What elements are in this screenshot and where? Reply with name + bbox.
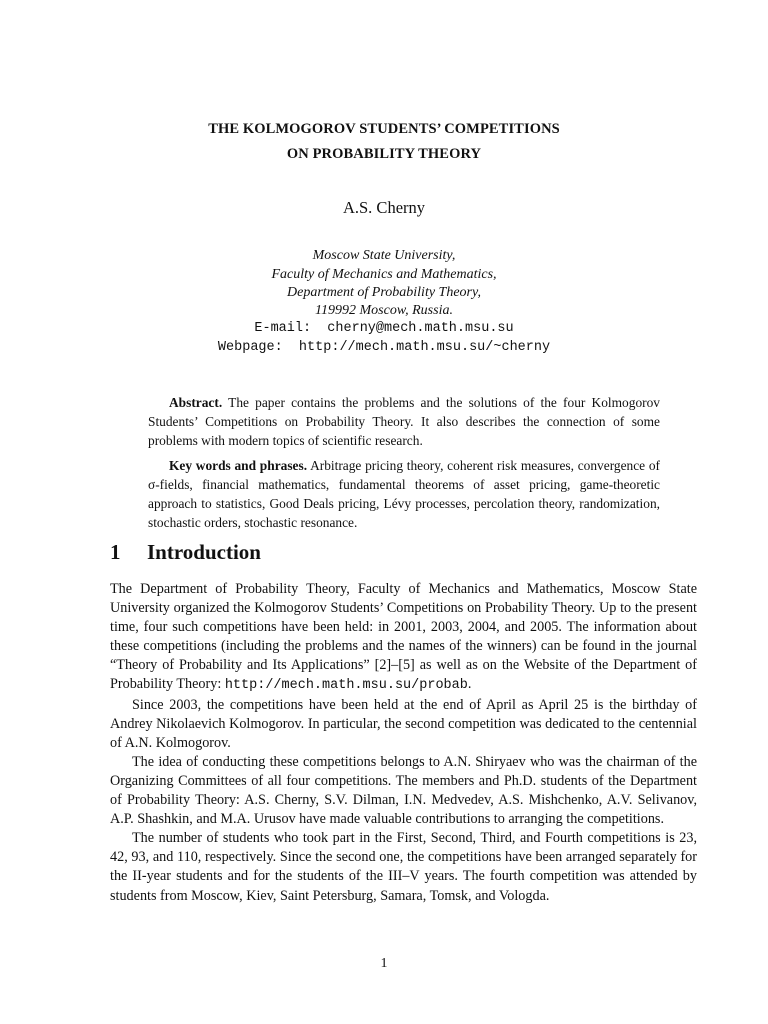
keywords-text: Arbitrage pricing theory, coherent risk measures, convergence of σ-fields, financial mathematics, fundamental theorems of asset pricing, game-theoretic approach to statistics, Good Deals pricing, Lévy processes, percolation theory, randomization, stochastic orders, stochastic resonance. [148,458,661,530]
affiliation-department: Department of Probability Theory, [287,285,481,300]
author-webpage: Webpage: http://mech.math.msu.su/~cherny [217,340,551,355]
body-paragraph-3: The idea of conducting these competitions belongs to A.N. Shiryaev who was the chairman of the Organizing Committees of all four competitions. The members and Ph.D. students of the Department of Probability Theory: A.S. Cherny, S.V. Dilman, I.N. Medvedev, A.S. Mishchenko, A.V. Selivanov, A.P. Shashkin, and M.A. Urusov have made valuable contributions to arranging the competitions. [110,753,697,828]
affiliation-address: 119992 Moscow, Russia. [315,303,453,318]
body-paragraph-1-text: The Department of Probability Theory, Faculty of Mechanics and Mathematics, Moscow State University organized the Kolmogorov Students’ Competitions on Probability Theory. Up to the present time, four such competitions have been held: in 2001, 2003, 2004, and 2005. The information about these competitions (including the problems and the names of the winners) can be found in the journal “Theory of Probability and Its Applications” [2]–[5] as well as on the Website of the Department of Probability Theory: [110,581,697,693]
keywords-paragraph [148,456,660,532]
section-number: 1 [110,540,121,564]
body-paragraph-2: Since 2003, the competitions have been held at the end of April as April 25 is the birthday of Andrey Nikolaevich Kolmogorov. In particular, the second competition was dedicated to the centennial of A.N. Kolmogorov. [110,696,697,751]
abstract-block [148,393,660,538]
body-paragraph-4: The number of students who took part in the First, Second, Third, and Fourth competitions is 23, 42, 93, and 110, respectively. Since the second one, the competitions have been arranged separately for the II-year students and for the students of the III–V years. The fourth competition was attended by students from Moscow, Kiev, Saint Petersburg, Samara, Tomsk, and Vologda. [110,830,697,904]
abstract-paragraph [148,393,660,450]
department-url-link[interactable]: http://mech.math.msu.su/probab [224,678,468,694]
section-heading [110,540,261,565]
section-body [110,580,697,906]
affiliation-faculty: Faculty of Mechanics and Mathematics, [271,267,497,282]
page-number: 1 [380,956,388,971]
paper-title-line-1: THE KOLMOGOROV STUDENTS’ COMPETITIONS [208,121,560,137]
body-paragraph-1-end: . [467,676,472,693]
keywords-label: Key words and phrases. [169,458,308,473]
author-name: A.S. Cherny [342,198,426,217]
abstract-text: The paper contains the problems and the solutions of the four Kolmogorov Students’ Competitions on Probability Theory. It also describes the connection of some problems with modern topics of scientific research. [148,395,660,448]
abstract-label: Abstract. [169,395,223,410]
paper-title-line-2: ON PROBABILITY THEORY [286,146,482,162]
author-email: E-mail: cherny@mech.math.msu.su [254,321,514,336]
section-title: Introduction [147,540,261,564]
affiliation-university: Moscow State University, [312,248,456,263]
body-paragraph-1 [110,580,697,696]
